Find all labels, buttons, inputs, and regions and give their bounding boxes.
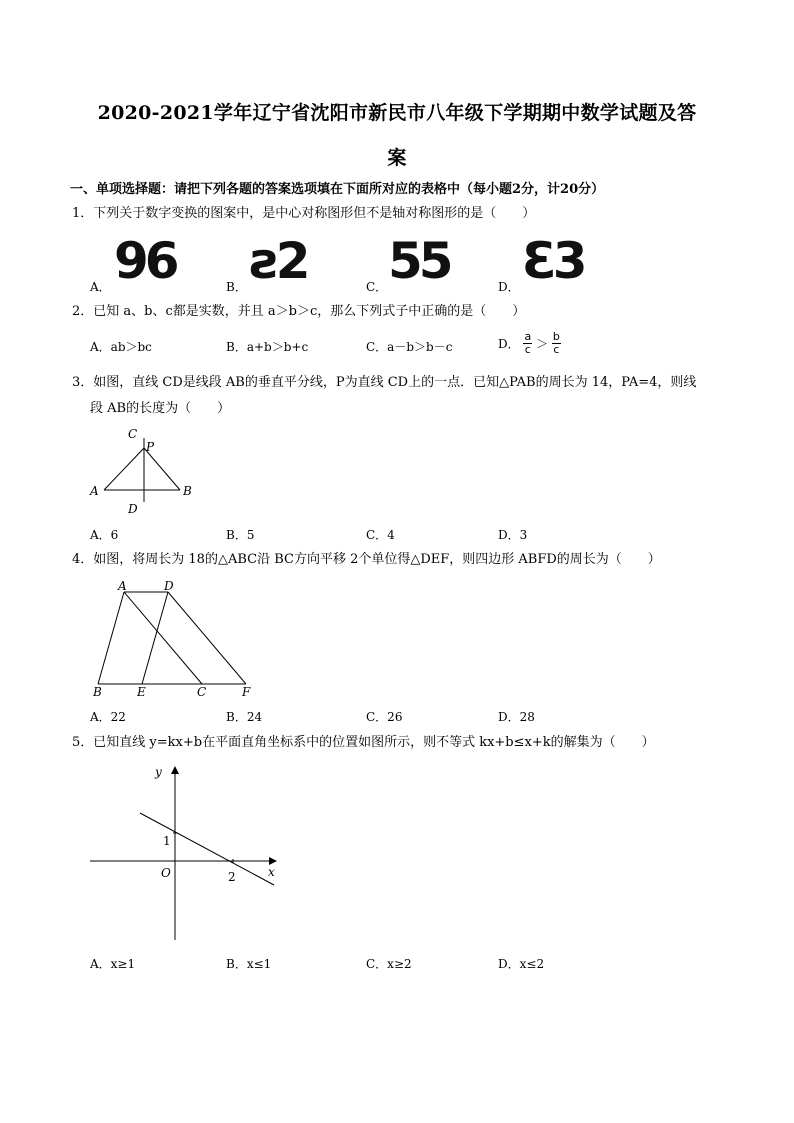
fraction-b-over-c [552, 331, 561, 356]
q5-option-a: A．x≥1 [90, 957, 136, 971]
q1-option-c-glyph: 55 [388, 232, 450, 290]
fraction-numerator: a [524, 330, 532, 343]
fraction-denominator: c [553, 343, 560, 356]
label-b: B [183, 484, 192, 498]
question-1-stem: 1．下列关于数字变换的图案中，是中心对称图形但不是轴对称图形的是（ ） [72, 206, 536, 221]
q1-option-d-glyph: Ɛ3 [522, 232, 584, 290]
fraction-numerator: b [552, 330, 560, 343]
page-title-continued: 案 [387, 147, 407, 169]
label-d: D [164, 579, 174, 593]
question-2-stem: 2．已知 a、b、c都是实数，并且 a＞b＞c，那么下列式子中正确的是（ ） [72, 304, 526, 319]
q3-figure [80, 420, 210, 520]
label-d: D [128, 502, 138, 516]
q5-option-d: D．x≤2 [498, 957, 545, 971]
label-a: A [90, 484, 99, 498]
q2-option-a: A．ab＞bc [90, 340, 152, 354]
segment-ab [98, 592, 124, 684]
label-y: y [155, 765, 162, 779]
fraction-denominator: c [524, 343, 531, 356]
question-3-stem-line2: 段 AB的长度为（ ） [90, 401, 231, 416]
q4-option-b: B．24 [226, 710, 263, 724]
q1-option-d-label: D． [498, 280, 520, 294]
q4-option-d: D．28 [498, 710, 535, 724]
section-heading: 一、单项选择题：请把下列各题的答案选项填在下面所对应的表格中（每小题2分，计20分） [70, 182, 605, 197]
question-4-stem: 4．如图，将周长为 18的△ABC沿 BC方向平移 2个单位得△DEF，则四边形 ABFD的周长为（ ） [72, 552, 661, 567]
question-5-stem: 5．已知直线 y=kx+b在平面直角坐标系中的位置如图所示，则不等式 kx+b≤x+k的解集为（ ） [72, 735, 655, 750]
q2-option-d [498, 331, 561, 356]
label-b: B [93, 685, 102, 699]
q3-option-d: D．3 [498, 528, 528, 542]
q5-figure [85, 760, 285, 945]
greater-than-sign: ＞ [536, 337, 549, 351]
segment-pa [104, 448, 144, 490]
label-y-intercept: 1 [163, 834, 171, 848]
page-title: 2020-2021学年辽宁省沈阳市新民市八年级下学期期中数学试题及答 [97, 102, 697, 124]
label-a: A [118, 579, 127, 593]
label-e: E [137, 685, 146, 699]
q3-option-a: A．6 [90, 528, 119, 542]
q5-option-b: B．x≤1 [226, 957, 272, 971]
q4-figure [88, 574, 268, 700]
label-p: P [146, 440, 155, 454]
label-f: F [242, 685, 251, 699]
label-c: C [197, 685, 207, 699]
label-x: x [268, 865, 275, 879]
q5-option-c: C．x≥2 [366, 957, 412, 971]
q1-option-b-glyph: ꙅ2 [250, 232, 307, 290]
label-x-intercept: 2 [228, 870, 236, 884]
q2-option-c: C．a－b＞b－c [366, 340, 453, 354]
q1-option-c-label: C． [366, 280, 388, 294]
segment-ac [124, 592, 202, 684]
q4-option-a: A．22 [90, 710, 126, 724]
label-origin: O [161, 866, 171, 880]
q2-option-d-label: D． [498, 337, 520, 351]
segment-pb [144, 448, 180, 490]
q2-option-b: B．a+b＞b+c [226, 340, 309, 354]
q1-option-a-glyph: 96 [114, 232, 176, 290]
segment-de [142, 592, 168, 684]
q4-option-c: C．26 [366, 710, 403, 724]
q3-option-b: B．5 [226, 528, 255, 542]
q1-option-b-label: B． [226, 280, 247, 294]
q3-option-c: C．4 [366, 528, 395, 542]
segment-df [168, 592, 246, 684]
question-3-stem-line1: 3．如图，直线 CD是线段 AB的垂直平分线，P为直线 CD上的一点．已知△PAB的周长为 14，PA=4，则线 [72, 375, 697, 390]
label-c: C [128, 427, 138, 441]
q1-option-a-label: A． [90, 280, 111, 294]
fraction-a-over-c [523, 331, 532, 356]
